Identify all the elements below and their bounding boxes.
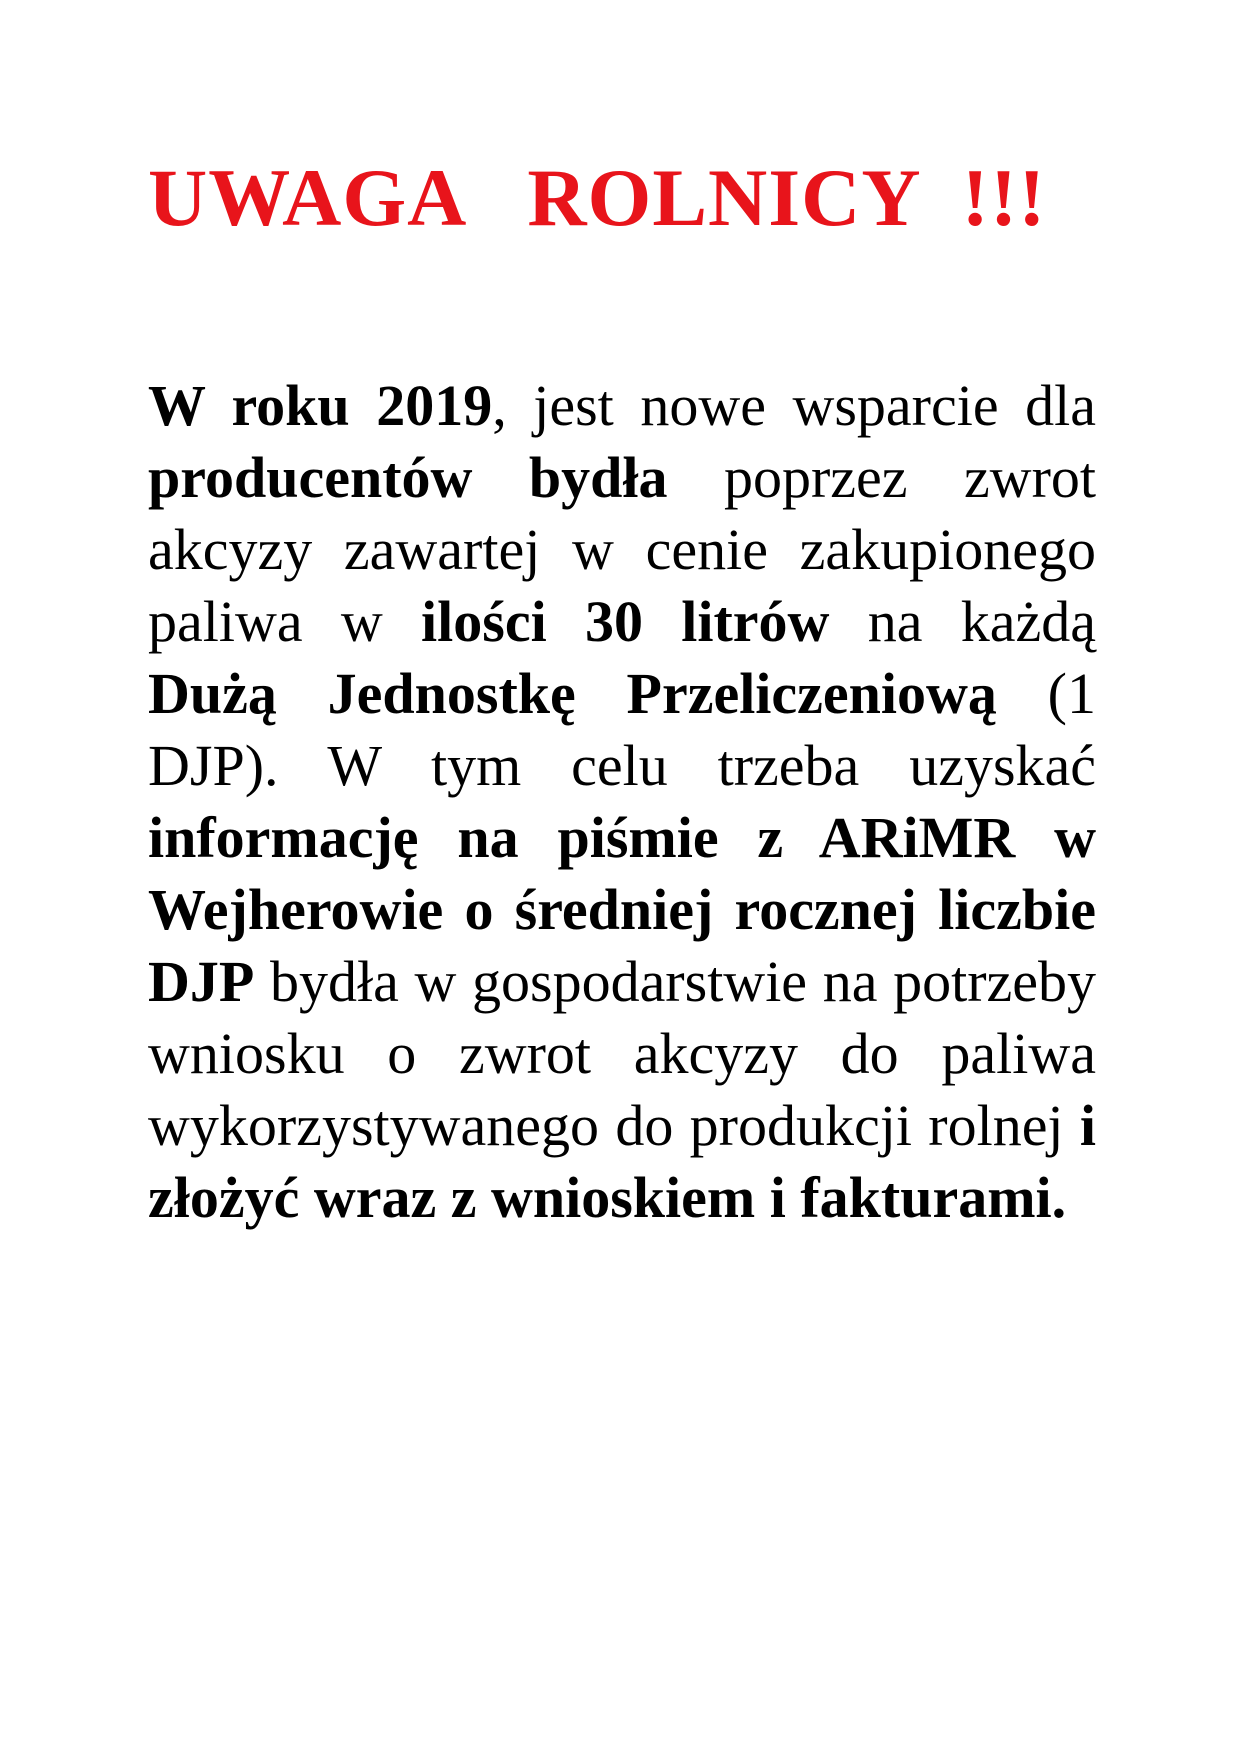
text-run-year: W roku 2019 — [148, 373, 493, 438]
text-run-submit: i złożyć wraz z wnioskiem i fakturami. — [148, 1093, 1096, 1230]
body-paragraph — [148, 370, 1096, 1234]
text-run-arimr-info: informację na piśmie z ARiMR w Wejherowie o średniej rocznej liczbie DJP — [148, 805, 1096, 1014]
text-run: na każdą — [829, 589, 1096, 654]
text-run: poprzez zwrot akcyzy zawartej w cenie zakupionego paliwa w — [148, 445, 1096, 654]
document-title: UWAGA ROLNICY !!! — [148, 152, 1047, 243]
text-run: , jest nowe wsparcie dla — [492, 373, 1096, 438]
text-run-quantity: ilości 30 litrów — [421, 589, 830, 654]
text-run: bydła w gospodarstwie na potrzeby wniosku o zwrot akcyzy do paliwa wykorzystywanego do produkcji rolnej — [148, 949, 1096, 1158]
text-run: (1 DJP). W tym celu trzeba uzyskać — [148, 661, 1096, 798]
text-run-producers: producentów bydła — [148, 445, 668, 510]
text-run-djp-unit: Dużą Jednostkę Przeliczeniową — [148, 661, 997, 726]
